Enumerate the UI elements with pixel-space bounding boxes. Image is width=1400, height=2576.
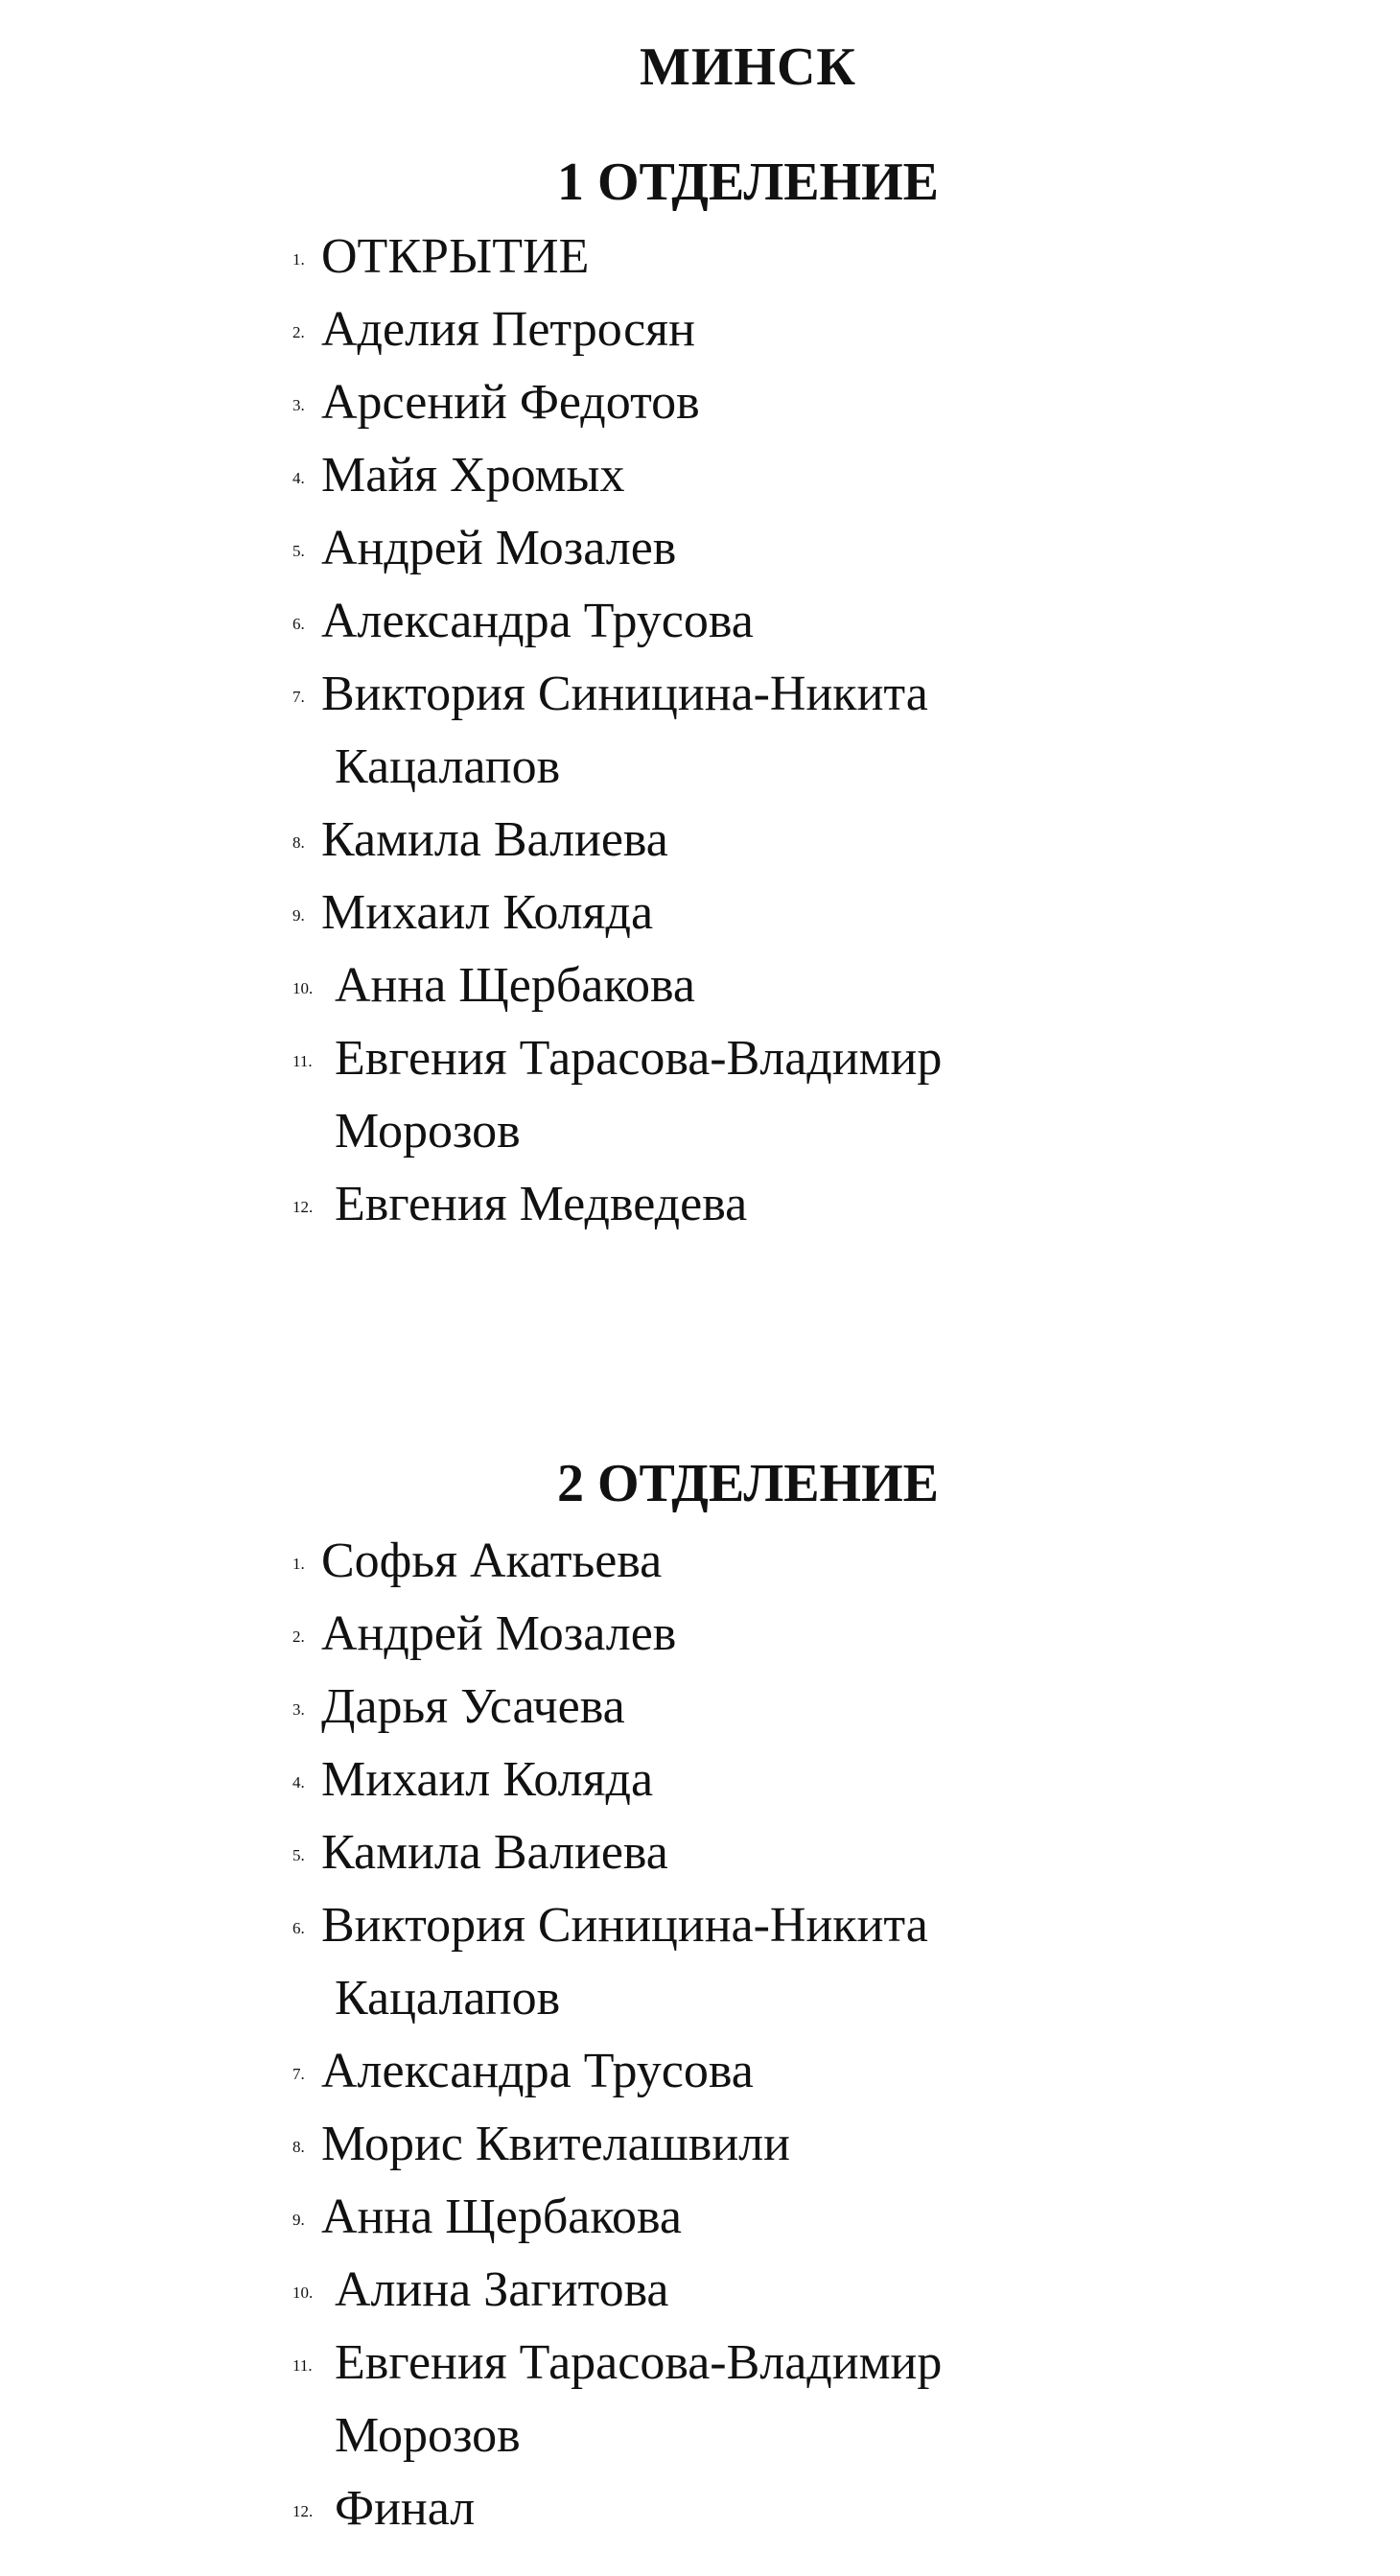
item-text	[321, 229, 589, 284]
item-number: 10.	[292, 979, 314, 997]
item-text	[321, 812, 668, 867]
item-text-line: Камила Валиева	[321, 812, 668, 867]
item-number: 8.	[292, 833, 305, 852]
item-text-line: Евгения Медведева	[335, 1177, 748, 1231]
item-text	[321, 1898, 1376, 2035]
item-text	[321, 885, 653, 940]
item-number: 7.	[292, 688, 305, 706]
item-text	[321, 2190, 682, 2244]
list-item	[292, 949, 1389, 1022]
list-item	[292, 2108, 1376, 2181]
item-number: 2.	[292, 1628, 305, 1646]
list-item	[292, 293, 1376, 366]
item-number: 3.	[292, 1700, 305, 1719]
list-item	[292, 1816, 1376, 1889]
item-text-continuation: Морозов	[335, 1104, 521, 1159]
item-text-line: Анна Щербакова	[335, 958, 695, 1013]
item-number: 11.	[292, 2356, 313, 2375]
program-list-2	[292, 1525, 1389, 2545]
list-item	[292, 2181, 1376, 2254]
item-text-line: Виктория Синицина-Никита	[321, 667, 928, 721]
program-list-1	[292, 221, 1389, 1241]
item-text	[335, 2335, 1389, 2472]
item-text-line: Анна Щербакова	[321, 2190, 682, 2244]
item-text	[321, 1679, 625, 1734]
item-number: 6.	[292, 615, 305, 633]
item-text	[335, 1031, 1389, 1168]
item-text-line: Софья Акатьева	[321, 1534, 663, 1588]
item-text-line: ОТКРЫТИЕ	[321, 229, 590, 284]
item-text	[321, 594, 754, 648]
item-number: 9.	[292, 2211, 305, 2229]
list-item	[292, 366, 1376, 439]
list-item	[292, 1744, 1376, 1816]
item-text-line: Александра Трусова	[321, 594, 754, 648]
item-text-line: Евгения Тарасова-Владимир	[335, 2335, 943, 2390]
item-number: 12.	[292, 2502, 314, 2520]
list-item	[292, 2472, 1389, 2545]
item-text	[321, 375, 700, 430]
item-text	[321, 1534, 662, 1588]
list-item	[292, 1598, 1376, 1671]
item-number: 2.	[292, 323, 305, 341]
item-text-line: Дарья Усачева	[321, 1679, 625, 1734]
section-heading-1: 1 ОТДЕЛЕНИЕ	[556, 152, 940, 212]
item-text-line: Андрей Мозалев	[321, 521, 677, 575]
item-number: 5.	[292, 1846, 305, 1864]
item-text-line: Евгения Тарасова-Владимир	[335, 1031, 943, 1086]
item-text-line: Виктория Синицина-Никита	[321, 1898, 928, 1953]
item-text-line: Майя Хромых	[321, 448, 625, 503]
item-text	[321, 521, 676, 575]
item-text	[321, 2117, 790, 2171]
item-text	[335, 2262, 669, 2317]
item-number: 1.	[292, 250, 305, 269]
list-item	[292, 2254, 1389, 2327]
item-text-continuation: Кацалапов	[335, 739, 561, 794]
item-text	[335, 958, 695, 1013]
list-item	[292, 804, 1376, 877]
item-text	[321, 667, 1376, 804]
item-text-line: Михаил Коляда	[321, 885, 654, 940]
item-number: 4.	[292, 1773, 305, 1791]
page-title: МИНСК	[639, 37, 857, 97]
item-text-line: Аделия Петросян	[321, 302, 695, 357]
item-number: 6.	[292, 1919, 305, 1937]
list-item	[292, 2327, 1389, 2472]
item-number: 1.	[292, 1555, 305, 1573]
item-number: 12.	[292, 1198, 314, 1216]
list-item	[292, 1168, 1389, 1241]
list-item	[292, 2035, 1376, 2108]
item-text	[335, 1177, 747, 1231]
item-number: 10.	[292, 2283, 314, 2302]
list-item	[292, 1525, 1376, 1598]
item-number: 5.	[292, 542, 305, 560]
list-item	[292, 512, 1376, 585]
item-text-line: Морис Квителашвили	[321, 2117, 790, 2171]
item-text-line: Андрей Мозалев	[321, 1606, 677, 1661]
item-text-line: Александра Трусова	[321, 2044, 754, 2098]
item-text-line: Михаил Коляда	[321, 1752, 654, 1807]
item-number: 4.	[292, 469, 305, 487]
item-text-line: Финал	[335, 2481, 476, 2536]
list-item	[292, 658, 1376, 804]
list-item	[292, 221, 1376, 293]
item-text	[321, 448, 624, 503]
item-text	[321, 2044, 754, 2098]
item-number: 3.	[292, 396, 305, 414]
item-number: 7.	[292, 2065, 305, 2083]
item-text	[321, 302, 695, 357]
item-number: 11.	[292, 1052, 313, 1070]
item-text-continuation: Морозов	[335, 2408, 521, 2463]
item-text-line: Алина Загитова	[335, 2262, 669, 2317]
section-heading-2: 2 ОТДЕЛЕНИЕ	[556, 1454, 940, 1513]
item-number: 9.	[292, 906, 305, 925]
item-text-continuation: Кацалапов	[335, 1971, 561, 2026]
item-text	[321, 1825, 668, 1880]
item-text-line: Камила Валиева	[321, 1825, 668, 1880]
list-item	[292, 439, 1376, 512]
item-text	[321, 1606, 676, 1661]
list-item	[292, 877, 1376, 949]
item-text-line: Арсений Федотов	[321, 375, 700, 430]
item-number: 8.	[292, 2138, 305, 2156]
list-item	[292, 1889, 1376, 2035]
item-text	[335, 2481, 475, 2536]
list-item	[292, 1671, 1376, 1744]
list-item	[292, 585, 1376, 658]
list-item	[292, 1022, 1389, 1168]
item-text	[321, 1752, 653, 1807]
